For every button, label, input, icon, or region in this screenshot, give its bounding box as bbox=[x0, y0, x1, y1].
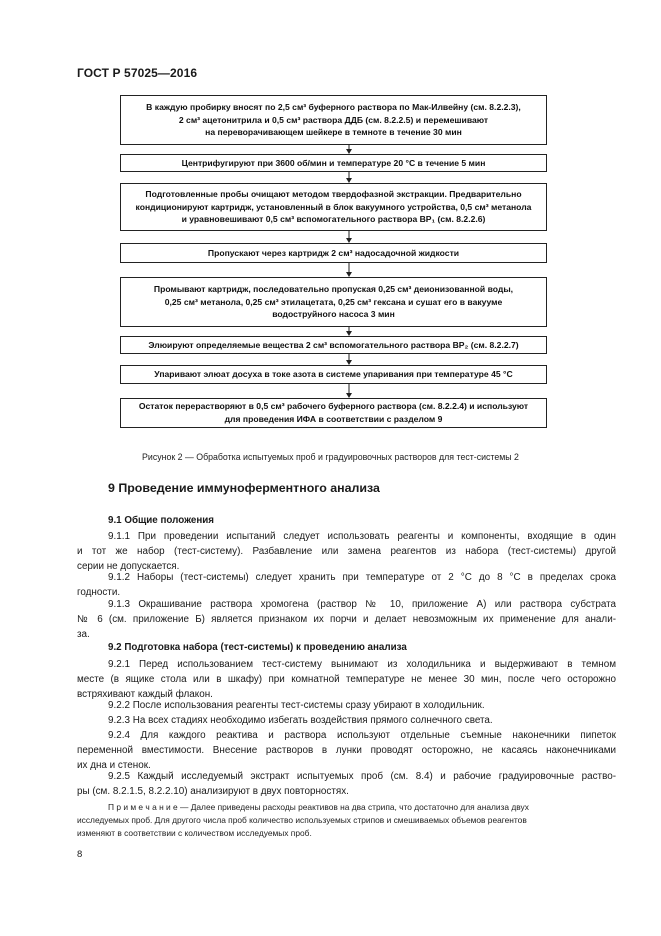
text-line: 9.2.5 Каждый исследуемый экстракт испытуемых проб (см. 8.4) и рабочие градуировочные раство- bbox=[108, 771, 616, 782]
figure-caption: Рисунок 2 — Обработка испытуемых проб и градуировочных растворов для тест-системы 2 bbox=[142, 452, 519, 462]
paragraph-9-2-2 bbox=[77, 699, 616, 714]
flow-step-line: Центрифугируют при 3600 об/мин и температуре 20 °С в течение 5 мин bbox=[181, 157, 486, 168]
flow-step-8 bbox=[120, 398, 547, 428]
flow-arrow bbox=[345, 384, 353, 398]
flow-arrow bbox=[345, 263, 353, 277]
flow-arrow bbox=[345, 354, 353, 365]
text-line: 9.1.1 При проведении испытаний следует использовать реагенты и компоненты, входящие в один bbox=[108, 531, 616, 542]
paragraph-9-2-3 bbox=[77, 714, 616, 729]
text-line: 9.2.3 На всех стадиях необходимо избегать воздействия прямого солнечного света. bbox=[108, 715, 493, 726]
flow-step-7 bbox=[120, 365, 547, 384]
note-line: изменяют в соответствии с количеством исследуемых проб. bbox=[77, 827, 312, 838]
flow-step-line: В каждую пробирку вносят по 2,5 см³ буферного раствора по Мак-Илвейну (см. 8.2.2.3), bbox=[146, 101, 521, 112]
text-line: месте (в ящике стола или в шкафу) при комнатной температуре не менее 30 мин, после чего осторожно bbox=[77, 673, 616, 685]
paragraph-9-2-5 bbox=[77, 770, 616, 800]
text-line: за. bbox=[77, 628, 90, 640]
flow-step-line: Подготовленные пробы очищают методом твердофазной экстракции. Предварительно bbox=[145, 188, 522, 199]
text-line: № 6 (см. приложение Б) является признаком их порчи и делает невозможным их применение для анали- bbox=[77, 613, 616, 625]
paragraph-9-1-1 bbox=[77, 530, 616, 574]
paragraph-9-1-3 bbox=[77, 598, 616, 642]
flow-step-5 bbox=[120, 277, 547, 327]
text-line: и тот же набор (тест-систему). Разбавление или замена реагентов из набора (тест-системы) другой bbox=[77, 545, 616, 557]
text-line: их дна и стенок. bbox=[77, 759, 151, 771]
text-line: ры (см. 8.2.1.5, 8.2.2.10) анализируют в двух повторностях. bbox=[77, 785, 349, 797]
flow-arrow bbox=[345, 327, 353, 336]
text-line: 9.2.2 После использования реагенты тест-системы сразу убирают в холодильник. bbox=[108, 700, 485, 711]
flow-step-1 bbox=[120, 95, 547, 145]
flow-step-line: на переворачивающем шейкере в темноте в течение 30 мин bbox=[205, 127, 462, 138]
flow-step-line: 2 см³ ацетонитрила и 0,5 см³ раствора ДДБ (см. 8.2.2.5) и перемешивают bbox=[178, 114, 489, 125]
flow-step-line: и уравновешивают 0,5 см³ вспомогательного раствора ВР₁ (см. 8.2.2.6) bbox=[181, 214, 486, 225]
text-line: годности. bbox=[77, 586, 121, 598]
text-line: серии не допускается. bbox=[77, 560, 180, 572]
flow-step-line: кондиционируют картридж, установленный в блок вакуумного устройства, 0,5 см³ метанола bbox=[135, 201, 532, 212]
text-line: переменной вместимости. Внесение растворов в лунки проводят осторожно, не касаясь наконечниками bbox=[77, 744, 616, 756]
flow-step-2 bbox=[120, 154, 547, 172]
flow-step-3 bbox=[120, 183, 547, 231]
paragraph-9-2-4 bbox=[77, 729, 616, 773]
page-number: 8 bbox=[77, 849, 83, 860]
flow-step-line: Пропускают через картридж 2 см³ надосадочной жидкости bbox=[207, 247, 460, 258]
flow-step-line: Промывают картридж, последовательно пропуская 0,25 см³ деионизованной воды, bbox=[153, 283, 514, 294]
flow-step-6 bbox=[120, 336, 547, 354]
text-line: 9.2.1 Перед использованием тест-систему вынимают из холодильника и выдерживают в темном bbox=[108, 659, 616, 670]
subsection-title: 9.2 Подготовка набора (тест-системы) к проведению анализа bbox=[108, 642, 407, 653]
note-line: П р и м е ч а н и е — Далее приведены расходы реактивов на два стрипа, что достаточно для анализа двух bbox=[108, 802, 529, 812]
paragraph-9-1-2 bbox=[77, 571, 616, 601]
text-line: встряхивают каждый флакон. bbox=[77, 688, 213, 700]
flow-arrow bbox=[345, 145, 353, 154]
flow-step-line: Элюируют определяемые вещества 2 см³ вспомогательного раствора ВР₂ (см. 8.2.2.7) bbox=[148, 339, 519, 350]
flow-arrow bbox=[345, 231, 353, 243]
flow-step-line: Упаривают элюат досуха в токе азота в системе упаривания при температуре 45 °С bbox=[154, 369, 513, 380]
flow-step-line: Остаток перерастворяют в 0,5 см³ рабочего буферного раствора (см. 8.2.2.4) и используют bbox=[138, 401, 529, 412]
flow-step-line: для проведения ИФА в соответствии с разделом 9 bbox=[224, 414, 443, 424]
flow-step-line: водоструйного насоса 3 мин bbox=[272, 309, 395, 320]
flow-step-line: 0,25 см³ метанола, 0,25 см³ этилацетата, 0,25 см³ гексана и сушат его в вакууме bbox=[164, 296, 503, 307]
flow-step-4 bbox=[120, 243, 547, 263]
document-code: ГОСТ Р 57025—2016 bbox=[77, 66, 198, 80]
text-line: 9.1.2 Наборы (тест-системы) следует хранить при температуре от 2 °С до 8 °С в пределах срока bbox=[108, 572, 616, 583]
text-line: 9.1.3 Окрашивание раствора хромогена (раствор № 10, приложение А) или раствора субстрата bbox=[108, 599, 616, 610]
section-title: 9 Проведение иммуноферментного анализа bbox=[108, 481, 380, 495]
note-line: исследуемых проб. Для другого числа проб количество используемых стрипов и смешиваемых объемов реагентов bbox=[77, 814, 527, 825]
note bbox=[77, 801, 616, 839]
text-line: 9.2.4 Для каждого реактива и раствора используют отдельные съемные наконечники пипеток bbox=[108, 730, 616, 741]
flow-arrow bbox=[345, 172, 353, 183]
subsection-title: 9.1 Общие положения bbox=[108, 515, 215, 526]
paragraph-9-2-1 bbox=[77, 658, 616, 702]
